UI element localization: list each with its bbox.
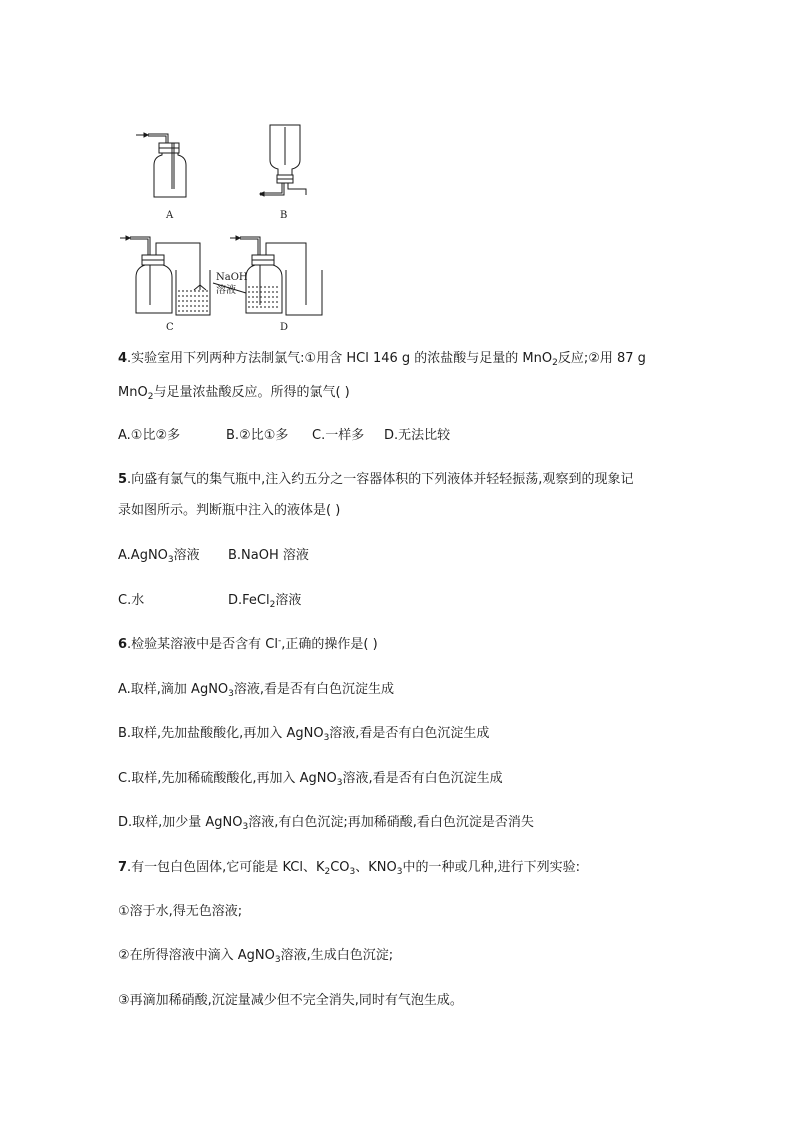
- apparatus-c: [120, 236, 210, 315]
- q7-stem: 7.有一包白色固体,它可能是 KCl、$K_2CO_3$、$KNO_3$中的一种或几种,进行下列实验:: [118, 860, 580, 877]
- label-b: B: [280, 210, 288, 221]
- q7-step-2: ②在所得溶液中滴入 AgNO$_3$溶液,生成白色沉淀;: [118, 948, 394, 965]
- subscript: 2: [552, 358, 558, 368]
- q4-options: [118, 426, 450, 446]
- q4-text-1b: 反应;②用 87 g: [557, 351, 646, 366]
- q5-options-row-2: [118, 591, 301, 611]
- q5-line-1: [118, 470, 633, 490]
- q6-stem: [118, 635, 378, 655]
- apparatus-b: [260, 125, 306, 196]
- q5-options-row-1: [118, 546, 309, 566]
- q5-number: 5: [118, 472, 128, 487]
- q6-option-c: C.取样,先加稀硫酸酸化,再加入 AgNO$_3$溶液,看是否有白色沉淀生成: [118, 771, 503, 788]
- q4-line-2: [118, 383, 350, 403]
- q6-option-d: D.取样,加少量 AgNO$_3$溶液,有白色沉淀;再加稀硝酸,看白色沉淀是否消失: [118, 815, 534, 832]
- superscript: -: [278, 636, 282, 646]
- q4-option-a: A.①比②多: [118, 428, 181, 443]
- q6-text-b: ,正确的操作是( ): [281, 637, 378, 652]
- q5-option-d: D.FeCl$_2$溶液: [228, 593, 302, 610]
- q7-step-3: ③再滴加稀硝酸,沉淀量减少但不完全消失,同时有气泡生成。: [118, 993, 463, 1008]
- q4-text-2b: 与足量浓盐酸反应。所得的氯气( ): [153, 385, 350, 400]
- apparatus-figure: [110, 115, 350, 340]
- naoh-solution-label: 溶液: [216, 285, 236, 296]
- q5-text-2: 录如图所示。判断瓶中注入的液体是( ): [118, 503, 341, 518]
- label-a: A: [166, 210, 174, 221]
- q4-number: 4: [118, 351, 128, 366]
- q5-option-c: C.水: [118, 593, 145, 608]
- q5-line-2: [118, 501, 340, 521]
- q4-option-b: B.②比①多: [226, 428, 289, 443]
- q6-option-a: A.取样,滴加 AgNO$_3$溶液,看是否有白色沉淀生成: [118, 682, 395, 699]
- q4-option-d: D.无法比较: [384, 428, 451, 443]
- subscript: 2: [147, 392, 154, 402]
- apparatus-a: [136, 133, 186, 197]
- q4-option-c: C.一样多: [312, 428, 365, 443]
- q4-text-2a: MnO: [118, 385, 148, 400]
- q6-option-b: B.取样,先加盐酸酸化,再加入 AgNO$_3$溶液,看是否有白色沉淀生成: [118, 726, 490, 743]
- q6-text-a: .检验某溶液中是否含有 Cl: [127, 637, 279, 652]
- q4-text-1a: .实验室用下列两种方法制氯气:①用含 HCl 146 g 的浓盐酸与足量的 MnO: [127, 351, 553, 366]
- q5-option-b: B.NaOH 溶液: [228, 548, 309, 563]
- naoh-label: NaOH: [216, 272, 248, 283]
- q5-option-a: A.AgNO$_3$溶液: [118, 548, 200, 565]
- q6-number: 6: [118, 637, 128, 652]
- q7-number: 7: [118, 860, 128, 875]
- label-d: D: [280, 322, 289, 333]
- apparatus-diagram: [110, 115, 350, 340]
- q5-text-1: .向盛有氯气的集气瓶中,注入约五分之一容器体积的下列液体并轻轻振荡,观察到的现象记: [127, 472, 634, 487]
- q7-step-1: ①溶于水,得无色溶液;: [118, 904, 243, 919]
- label-c: C: [166, 322, 174, 333]
- q4-line-1: [118, 349, 646, 369]
